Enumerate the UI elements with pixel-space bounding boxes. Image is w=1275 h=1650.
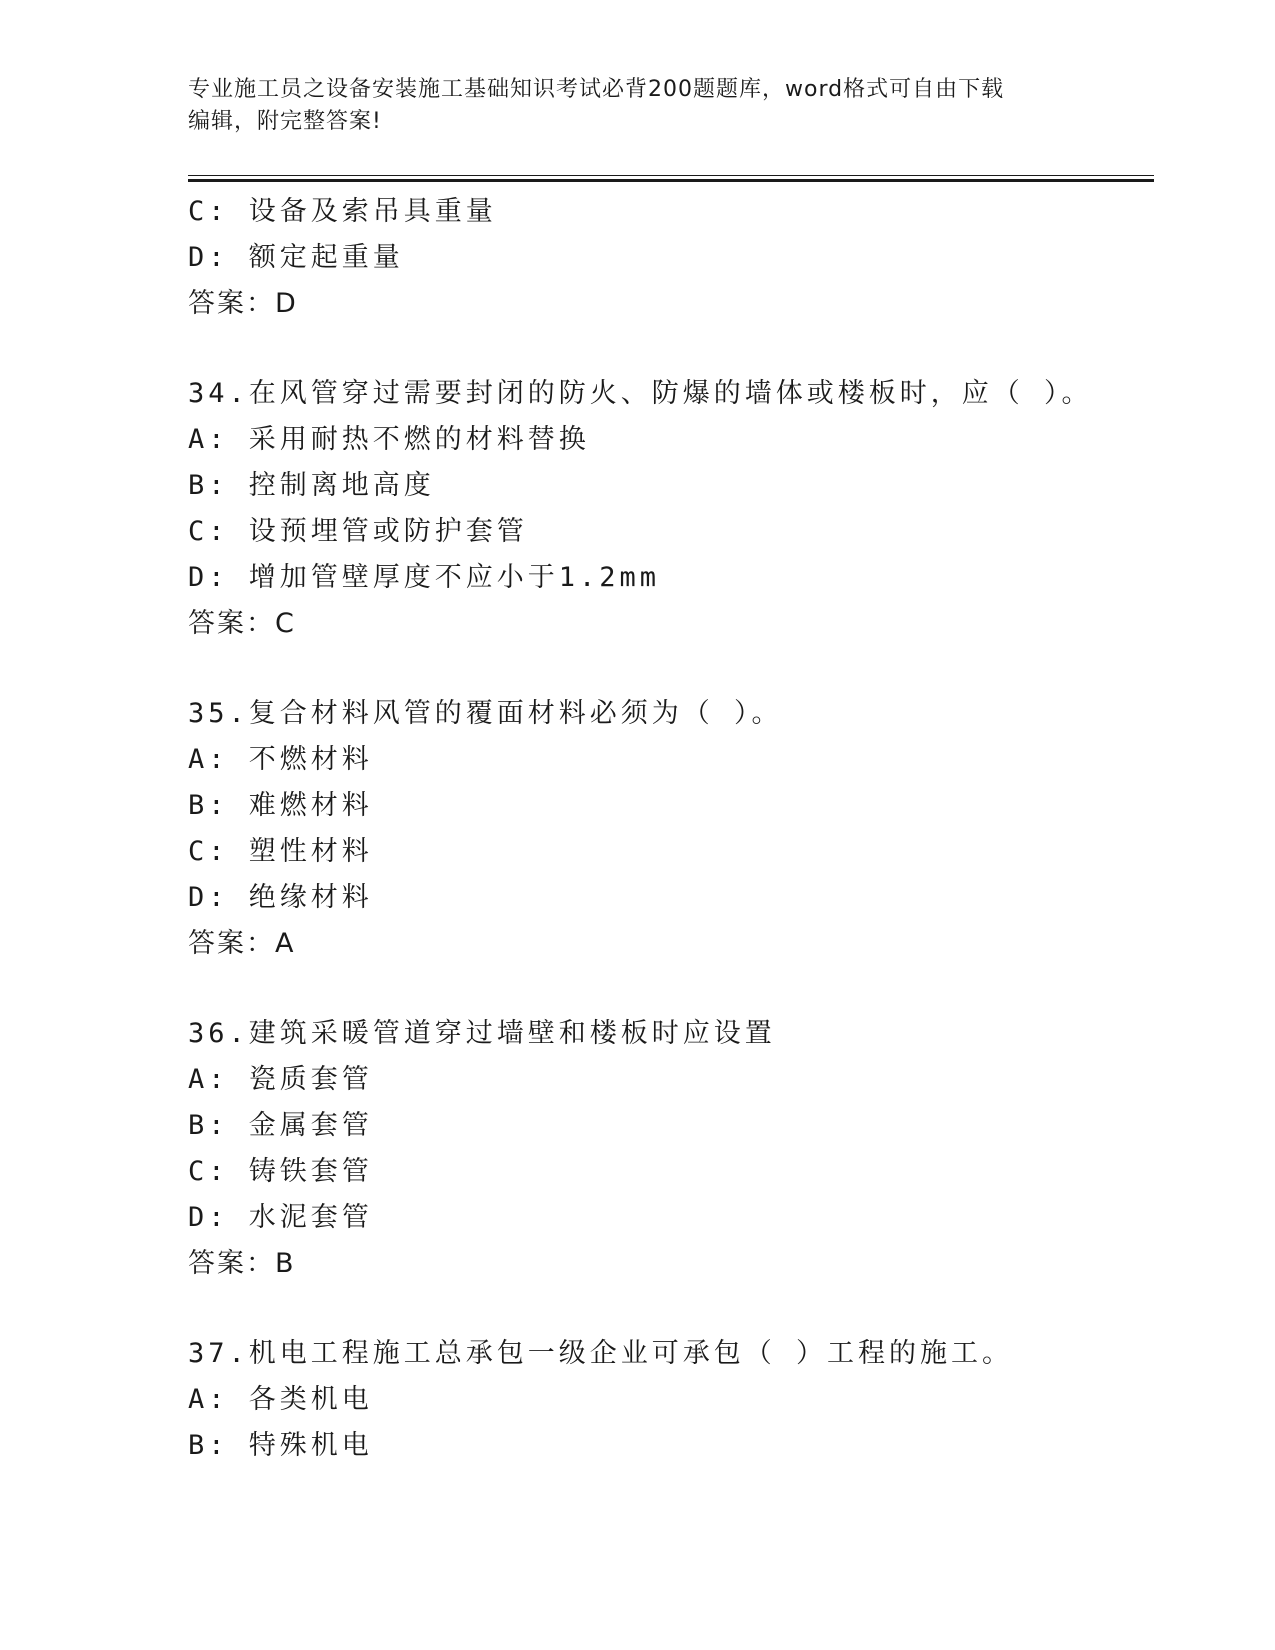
option-a: A: 不燃材料 xyxy=(188,744,373,775)
header-line-1: 专业施工员之设备安装施工基础知识考试必背200题题库，word格式可自由下载 xyxy=(188,77,1005,102)
option-d: D: 额定起重量 xyxy=(188,242,404,273)
question-stem: 36.建筑采暖管道穿过墙壁和楼板时应设置 xyxy=(188,1018,776,1049)
header-rule-thin xyxy=(188,175,1154,176)
option-b: B: 特殊机电 xyxy=(188,1430,373,1461)
question-37 xyxy=(188,1331,1154,1469)
option-a: A: 瓷质套管 xyxy=(188,1064,373,1095)
question-34 xyxy=(188,371,1154,647)
question-stem: 37.机电工程施工总承包一级企业可承包（ ）工程的施工。 xyxy=(188,1338,1014,1369)
option-a: A: 各类机电 xyxy=(188,1384,373,1415)
option-c: C: 塑性材料 xyxy=(188,836,373,867)
option-c: C: 铸铁套管 xyxy=(188,1156,373,1187)
header-rule-thick xyxy=(188,179,1154,182)
option-a: A: 采用耐热不燃的材料替换 xyxy=(188,424,590,455)
option-d: D: 增加管壁厚度不应小于1.2mm xyxy=(188,562,661,593)
document-header xyxy=(188,74,1088,138)
document-body xyxy=(188,189,1154,1469)
question-35 xyxy=(188,691,1154,967)
option-d: D: 水泥套管 xyxy=(188,1202,373,1233)
answer-line: 答案：A xyxy=(188,928,296,959)
answer-line: 答案：B xyxy=(188,1248,296,1279)
option-c: C: 设备及索吊具重量 xyxy=(188,196,497,227)
answer-line: 答案：C xyxy=(188,608,296,639)
option-b: B: 难燃材料 xyxy=(188,790,373,821)
answer-line: 答案：D xyxy=(188,288,298,319)
option-d: D: 绝缘材料 xyxy=(188,882,373,913)
option-b: B: 金属套管 xyxy=(188,1110,373,1141)
question-stem: 35.复合材料风管的覆面材料必须为（ ）。 xyxy=(188,698,783,729)
question-fragment xyxy=(188,189,1154,327)
header-line-2: 编辑，附完整答案! xyxy=(188,109,382,134)
option-b: B: 控制离地高度 xyxy=(188,470,435,501)
question-stem: 34.在风管穿过需要封闭的防火、防爆的墙体或楼板时，应（ ）。 xyxy=(188,378,1093,409)
option-c: C: 设预埋管或防护套管 xyxy=(188,516,528,547)
question-36 xyxy=(188,1011,1154,1287)
